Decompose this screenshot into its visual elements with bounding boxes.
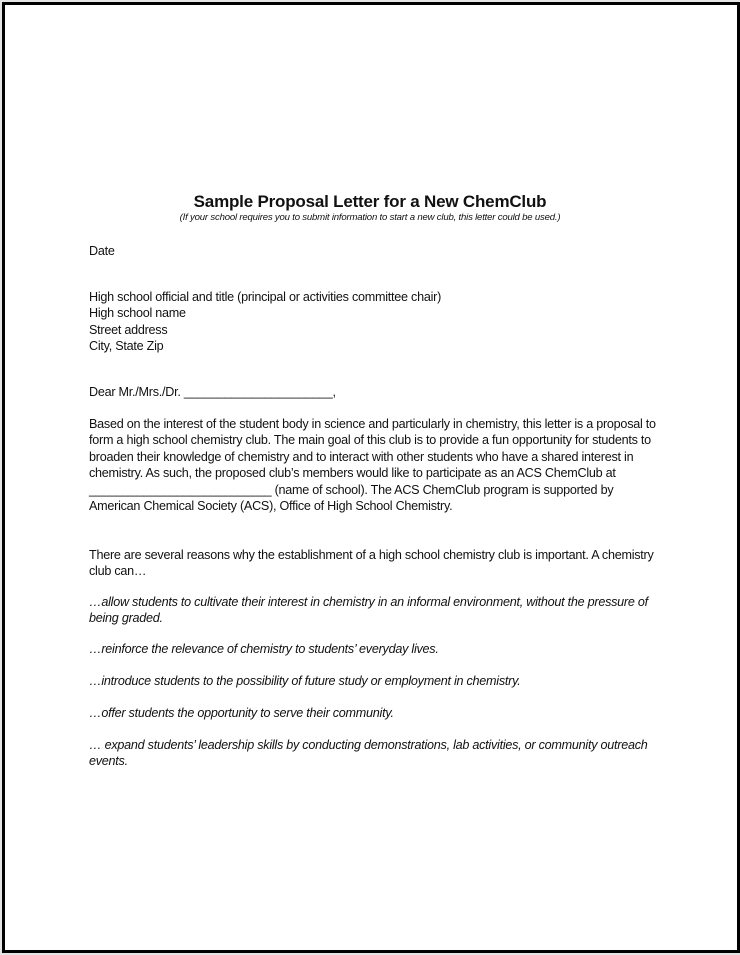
body-paragraph-2: There are several reasons why the establishment of a high school chemistry club is important. A chemistry club can… — [89, 548, 654, 579]
recipient-address — [89, 289, 661, 355]
reason-item: …allow students to cultivate their interest in chemistry in an informal environment, without the pressure of being graded. — [89, 595, 648, 626]
body-paragraph-1: Based on the interest of the student body in science and particularly in chemistry, this letter is a proposal to form a high school chemistry club. The main goal of this club is to provide a fun opportunity for students to broaden their knowledge of chemistry and to interact with other students who have a shared interest in chemistry. As such, the proposed club’s members would like to participate as an ACS ChemClub at ___________________________ (name of school). The ACS ChemClub program is supported by American Chemical Society (ACS), Office of High School Chemistry. — [89, 417, 656, 514]
address-line: Street address — [89, 322, 168, 337]
date-line: Date — [89, 244, 115, 258]
document-subtitle: (If your school requires you to submit information to start a new club, this letter could be used.) — [179, 212, 561, 223]
address-line: City, State Zip — [89, 339, 164, 354]
address-line: High school official and title (principal or activities committee chair) — [89, 290, 442, 304]
reason-item: …offer students the opportunity to serve their community. — [89, 706, 394, 720]
reason-item: … expand students’ leadership skills by conducting demonstrations, lab activities, or community outreach events. — [89, 738, 648, 769]
document-title: Sample Proposal Letter for a New ChemClub — [193, 192, 547, 211]
reason-item: …introduce students to the possibility of future study or employment in chemistry. — [89, 674, 521, 688]
address-line: High school name — [89, 306, 186, 321]
salutation: Dear Mr./Mrs./Dr. ______________________, — [89, 385, 336, 399]
reason-item: …reinforce the relevance of chemistry to students’ everyday lives. — [89, 642, 439, 656]
